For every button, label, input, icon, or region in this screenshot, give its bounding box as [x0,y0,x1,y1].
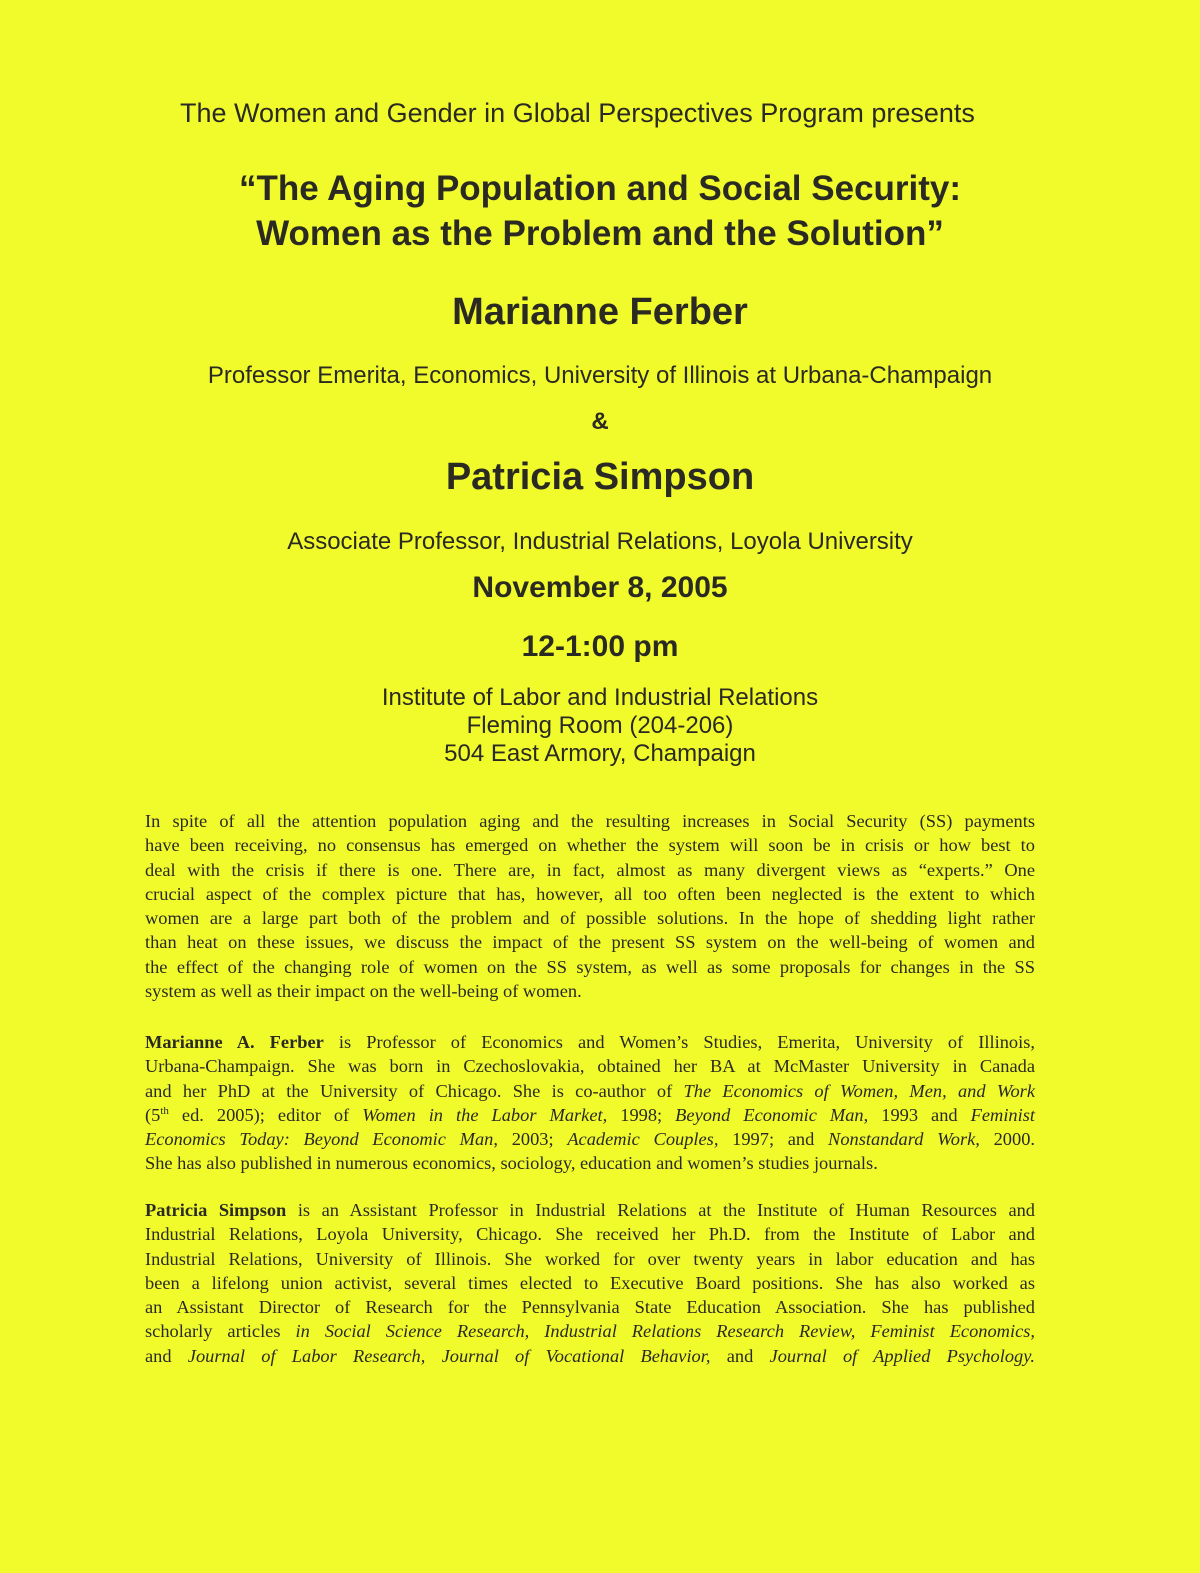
book-title: Women in the Labor Market, [362,1104,608,1125]
book-title: Nonstandard Work, [828,1129,980,1150]
abstract-paragraph [145,809,1035,1003]
bio-line: She has also published in numerous economics, sociology, education and women’s studies journals. [145,1153,878,1174]
bio-line [145,1198,1035,1222]
abstract-line: the effect of the changing role of women on the SS system, as well as some proposals for changes in the SS [145,956,1035,977]
bio-text: , 1993 and [863,1104,971,1125]
abstract-line: than heat on these issues, we discuss the impact of the present SS system on the well-being of women and [145,932,1035,953]
speaker-name-simpson: Patricia Simpson [445,456,755,498]
book-title: The Economics of Women, Men, and Work [683,1080,1035,1101]
event-title [200,166,1000,256]
abstract-line: system as well as their impact on the well-being of women. [145,981,582,1002]
bio-line [145,1030,1035,1054]
bio-line: Urbana-Champaign. She was born in Czechoslovakia, obtained her BA at McMaster University in Canada [145,1056,1035,1077]
bio-line [145,1127,1035,1151]
bio-name-ferber: Marianne A. Ferber [145,1032,324,1052]
bio-line: an Assistant Director of Research for the Pennsylvania State Education Association. She has published [145,1297,1035,1318]
ampersand: & [591,408,609,435]
bio-text: 1998; [607,1104,676,1125]
bio-name-simpson: Patricia Simpson [145,1200,287,1220]
bio-line [145,1079,1035,1103]
book-title: Feminist [970,1104,1035,1125]
abstract-line: crucial aspect of the complex picture that has, however, all too often been neglected is the extent to which [145,883,1035,904]
journal-list: in Social Science Research, Industrial Relations Research Review, Feminist Economics, [295,1321,1035,1342]
speaker-name-ferber: Marianne Ferber [452,291,748,333]
bio-text: , 2003; [493,1129,568,1150]
event-venue [0,684,1200,768]
event-time: 12-1:00 pm [521,630,679,663]
journal-list: Journal of Labor Research, Journal of Vocational Behavior, [187,1345,711,1366]
abstract-line: have been receiving, no consensus has emerged on whether the system will soon be in crisis or how best to [145,835,1035,856]
bio-line [145,1103,1035,1127]
bio-line: been a lifelong union activist, several times elected to Executive Board positions. She has also worked as [145,1272,1035,1293]
event-title-line-2: Women as the Problem and the Solution” [256,214,944,253]
bio-text: 2000. [979,1129,1035,1150]
bio-ferber [145,1030,1035,1176]
speaker-affiliation-simpson: Associate Professor, Industrial Relations, Loyola University [287,528,913,555]
venue-line-1: Institute of Labor and Industrial Relations [381,684,819,711]
bio-text: scholarly articles [145,1321,296,1342]
bio-text: is Professor of Economics and Women’s Studies, Emerita, University of Illinois, [323,1032,1035,1052]
event-date: November 8, 2005 [472,571,728,604]
bio-line [145,1319,1035,1343]
bio-text: and her PhD at the University of Chicago. She is co-author of [145,1080,684,1101]
bio-line: Industrial Relations, Loyola University, Chicago. She received her Ph.D. from the Institute of Labor and [145,1224,1035,1245]
bio-line: Industrial Relations, University of Illinois. She worked for over twenty years in labor education and has [145,1248,1035,1269]
bio-text: is an Assistant Professor in Industrial Relations at the Institute of Human Resources and [286,1200,1036,1220]
book-title: Academic Couples, [567,1129,719,1150]
book-title: Beyond Economic Man [675,1104,864,1125]
venue-line-2: Fleming Room (204-206) [466,712,734,739]
presenter-line: The Women and Gender in Global Perspectives Program presents [180,98,975,128]
event-title-line-1: “The Aging Population and Social Security: [238,169,962,208]
bio-text: th [160,1104,169,1117]
journal-list: Journal of Applied Psychology. [769,1345,1035,1366]
bio-text: and [710,1345,770,1366]
bio-text: (5 [145,1104,161,1125]
bio-simpson [145,1198,1035,1368]
venue-line-3: 504 East Armory, Champaign [444,740,756,767]
bio-line [145,1344,1035,1368]
book-title: Economics Today: Beyond Economic Man [145,1129,494,1150]
abstract-line: women are a large part both of the problem and of possible solutions. In the hope of shedding light rather [145,908,1035,929]
bio-text: ed. 2005); editor of [168,1104,363,1125]
bio-text: and [145,1345,188,1366]
abstract-line: deal with the crisis if there is one. There are, in fact, almost as many divergent views as “experts.” One [145,859,1035,880]
speaker-affiliation-ferber: Professor Emerita, Economics, University of Illinois at Urbana-Champaign [207,362,993,389]
bio-text: 1997; and [718,1129,829,1150]
abstract-line: In spite of all the attention population aging and the resulting increases in Social Security (SS) payments [145,811,1035,831]
